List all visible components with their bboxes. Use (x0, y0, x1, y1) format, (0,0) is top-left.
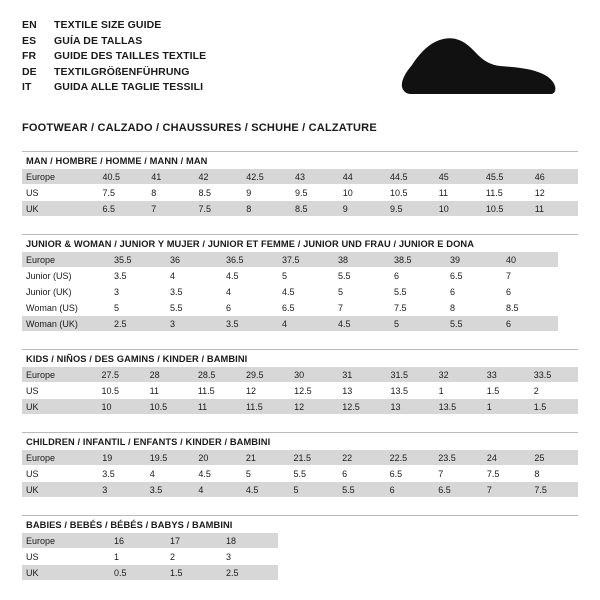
language-guide-title: TEXTILGRÖßENFÜHRUNG (54, 65, 190, 78)
language-code: ES (22, 34, 37, 47)
row-label: UK (22, 399, 98, 415)
size-group-heading: BABIES / BEBÉS / BÉBÉS / BABYS / BAMBINI (22, 515, 578, 533)
language-guide-title: TEXTILE SIZE GUIDE (54, 19, 162, 31)
size-cell: 7 (502, 268, 558, 284)
size-cell: 33 (483, 367, 530, 383)
size-cell: 8.5 (502, 300, 558, 316)
size-cell: 21 (242, 450, 290, 466)
size-table (22, 252, 558, 332)
language-row (22, 65, 206, 81)
table-row (22, 185, 578, 201)
size-cell: 22 (338, 450, 386, 466)
size-cell: 11.5 (194, 383, 242, 399)
size-cell: 5 (390, 316, 446, 332)
size-cell: 7.5 (483, 466, 531, 482)
size-cell: 13 (338, 383, 386, 399)
size-table (22, 367, 578, 415)
size-cell: 16 (110, 533, 166, 549)
size-cell: 1.5 (530, 399, 578, 415)
size-cell: 3.5 (110, 268, 166, 284)
size-cell: 17 (166, 533, 222, 549)
size-cell: 2 (530, 383, 578, 399)
size-cell: 11 (194, 399, 242, 415)
size-group (22, 234, 578, 332)
size-cell: 6 (502, 284, 558, 300)
size-cell: 11.5 (482, 185, 531, 201)
size-cell: 36 (166, 252, 222, 268)
size-cell: 9.5 (291, 185, 339, 201)
size-cell: 1 (110, 549, 166, 565)
size-cell: 4.5 (278, 284, 334, 300)
size-cell: 3 (222, 549, 278, 565)
size-cell: 9.5 (386, 201, 435, 217)
size-cell: 8 (530, 466, 578, 482)
size-cell: 6.5 (434, 482, 483, 498)
size-cell: 6.5 (386, 466, 435, 482)
size-cell: 1 (435, 383, 483, 399)
row-label: Europe (22, 169, 99, 185)
size-group (22, 349, 578, 415)
table-row (22, 482, 578, 498)
size-cell: 1.5 (166, 565, 222, 581)
table-row (22, 466, 578, 482)
row-label: Europe (22, 252, 110, 268)
row-label: Junior (US) (22, 268, 110, 284)
size-cell: 44 (339, 169, 386, 185)
size-cell: 10.5 (146, 399, 194, 415)
size-cell: 6.5 (446, 268, 502, 284)
size-cell: 29.5 (242, 367, 290, 383)
size-cell: 20 (194, 450, 242, 466)
size-cell: 42.5 (242, 169, 291, 185)
size-cell: 40 (502, 252, 558, 268)
language-row (22, 34, 206, 50)
size-cell: 10 (339, 185, 386, 201)
size-cell: 5 (334, 284, 390, 300)
size-cell: 5 (278, 268, 334, 284)
size-cell: 6.5 (99, 201, 148, 217)
table-row (22, 300, 558, 316)
table-row (22, 533, 278, 549)
size-cell: 4 (194, 482, 242, 498)
size-cell: 3.5 (98, 466, 146, 482)
size-cell: 7 (334, 300, 390, 316)
size-cell: 8 (147, 185, 194, 201)
size-cell: 3.5 (222, 316, 278, 332)
size-cell: 43 (291, 169, 339, 185)
size-cell: 30 (290, 367, 338, 383)
dress-shoe-icon (375, 32, 560, 104)
row-label: US (22, 549, 110, 565)
size-cell: 10.5 (482, 201, 531, 217)
row-label: Europe (22, 450, 98, 466)
table-row (22, 565, 278, 581)
table-row (22, 450, 578, 466)
size-group-heading: MAN / HOMBRE / HOMME / MANN / MAN (22, 151, 578, 169)
size-cell: 4 (278, 316, 334, 332)
size-cell: 45 (435, 169, 482, 185)
size-cell: 8.5 (291, 201, 339, 217)
page-title: FOOTWEAR / CALZADO / CHAUSSURES / SCHUHE / CALZATURE (22, 122, 377, 134)
size-group (22, 515, 578, 581)
row-label: UK (22, 565, 110, 581)
language-row (22, 18, 206, 34)
size-cell: 13 (386, 399, 434, 415)
size-cell: 4.5 (222, 268, 278, 284)
table-row (22, 383, 578, 399)
row-label: UK (22, 201, 99, 217)
size-cell: 2.5 (222, 565, 278, 581)
size-cell: 11.5 (242, 399, 290, 415)
size-cell: 8.5 (194, 185, 242, 201)
table-row (22, 549, 278, 565)
size-cell: 10.5 (386, 185, 435, 201)
table-row (22, 284, 558, 300)
size-cell: 10.5 (98, 383, 146, 399)
size-cell: 24 (483, 450, 531, 466)
size-cell: 3 (166, 316, 222, 332)
size-group-heading: KIDS / NIÑOS / DES GAMINS / KINDER / BAMBINI (22, 349, 578, 367)
table-row (22, 169, 578, 185)
size-cell: 36.5 (222, 252, 278, 268)
size-cell: 18 (222, 533, 278, 549)
size-cell: 41 (147, 169, 194, 185)
size-cell: 12 (290, 399, 338, 415)
size-cell: 1 (483, 399, 530, 415)
size-table (22, 533, 278, 581)
size-cell: 44.5 (386, 169, 435, 185)
size-cell: 7 (483, 482, 531, 498)
table-row (22, 252, 558, 268)
size-cell: 3 (110, 284, 166, 300)
size-cell: 7 (147, 201, 194, 217)
size-cell: 11 (435, 185, 482, 201)
table-row (22, 367, 578, 383)
size-group-heading: JUNIOR & WOMAN / JUNIOR Y MUJER / JUNIOR ET FEMME / JUNIOR UND FRAU / JUNIOR E DONA (22, 234, 578, 252)
size-cell: 32 (435, 367, 483, 383)
size-cell: 13.5 (386, 383, 434, 399)
size-cell: 1.5 (483, 383, 530, 399)
size-cell: 6 (446, 284, 502, 300)
size-cell: 3.5 (166, 284, 222, 300)
size-cell: 3 (98, 482, 146, 498)
size-cell: 4.5 (242, 482, 290, 498)
row-label: US (22, 466, 98, 482)
language-code: DE (22, 65, 37, 78)
size-cell: 6 (390, 268, 446, 284)
size-cell: 7.5 (530, 482, 578, 498)
size-groups (22, 151, 578, 581)
size-group (22, 432, 578, 498)
size-cell: 2 (166, 549, 222, 565)
language-guide-title: GUIDA ALLE TAGLIE TESSILI (54, 81, 204, 93)
size-cell: 10 (98, 399, 146, 415)
size-cell: 38 (334, 252, 390, 268)
size-cell: 5.5 (166, 300, 222, 316)
table-row (22, 316, 558, 332)
size-cell: 13.5 (435, 399, 483, 415)
size-cell: 6 (502, 316, 558, 332)
row-label: Junior (UK) (22, 284, 110, 300)
size-cell: 4 (222, 284, 278, 300)
size-cell: 6 (222, 300, 278, 316)
language-guide-title: GUÍA DE TALLAS (54, 34, 143, 47)
size-cell: 33.5 (530, 367, 578, 383)
size-cell: 9 (242, 185, 291, 201)
size-cell: 25 (530, 450, 578, 466)
size-cell: 40.5 (99, 169, 148, 185)
size-cell: 4 (166, 268, 222, 284)
table-row (22, 268, 558, 284)
size-cell: 11 (146, 383, 194, 399)
size-cell: 6.5 (278, 300, 334, 316)
size-group (22, 151, 578, 217)
language-code: IT (22, 81, 32, 93)
page-header (22, 18, 578, 108)
size-cell: 5 (289, 482, 338, 498)
row-label: UK (22, 482, 98, 498)
size-cell: 23.5 (434, 450, 483, 466)
size-cell: 12 (531, 185, 578, 201)
size-table (22, 450, 578, 498)
size-cell: 0.5 (110, 565, 166, 581)
size-cell: 35.5 (110, 252, 166, 268)
row-label: Europe (22, 367, 98, 383)
row-label: Woman (UK) (22, 316, 110, 332)
size-cell: 12 (242, 383, 290, 399)
size-cell: 3.5 (146, 482, 195, 498)
size-cell: 12.5 (338, 399, 386, 415)
language-row (22, 80, 206, 96)
row-label: US (22, 383, 98, 399)
size-cell: 10 (435, 201, 482, 217)
table-row (22, 399, 578, 415)
language-guide-title: GUIDE DES TAILLES TEXTILE (54, 50, 207, 62)
size-cell: 7.5 (194, 201, 242, 217)
size-cell: 5 (242, 466, 290, 482)
size-cell: 4 (146, 466, 195, 482)
row-label: US (22, 185, 99, 201)
size-cell: 31 (338, 367, 386, 383)
size-cell: 46 (531, 169, 578, 185)
language-row (22, 49, 206, 65)
size-cell: 2.5 (110, 316, 166, 332)
size-cell: 28 (146, 367, 194, 383)
size-cell: 28.5 (194, 367, 242, 383)
size-cell: 21.5 (289, 450, 338, 466)
size-cell: 7.5 (390, 300, 446, 316)
language-title-list (22, 18, 206, 96)
table-row (22, 201, 578, 217)
size-cell: 5.5 (289, 466, 338, 482)
size-cell: 7.5 (99, 185, 148, 201)
language-code: FR (22, 50, 37, 62)
size-cell: 8 (446, 300, 502, 316)
row-label: Woman (US) (22, 300, 110, 316)
language-code: EN (22, 19, 37, 31)
size-cell: 4.5 (194, 466, 242, 482)
size-cell: 12.5 (290, 383, 338, 399)
size-cell: 4.5 (334, 316, 390, 332)
size-cell: 6 (338, 466, 386, 482)
size-cell: 5 (110, 300, 166, 316)
size-cell: 37.5 (278, 252, 334, 268)
size-cell: 5.5 (338, 482, 386, 498)
size-cell: 39 (446, 252, 502, 268)
size-cell: 45.5 (482, 169, 531, 185)
size-cell: 22.5 (386, 450, 435, 466)
size-cell: 8 (242, 201, 291, 217)
size-cell: 42 (194, 169, 242, 185)
size-cell: 5.5 (390, 284, 446, 300)
size-cell: 27.5 (98, 367, 146, 383)
size-cell: 7 (434, 466, 483, 482)
size-cell: 5.5 (334, 268, 390, 284)
size-cell: 19 (98, 450, 146, 466)
size-cell: 31.5 (386, 367, 434, 383)
size-cell: 6 (386, 482, 435, 498)
size-cell: 11 (531, 201, 578, 217)
size-group-heading: CHILDREN / INFANTIL / ENFANTS / KINDER / BAMBINI (22, 432, 578, 450)
row-label: Europe (22, 533, 110, 549)
size-cell: 38.5 (390, 252, 446, 268)
size-table (22, 169, 578, 217)
size-cell: 19.5 (146, 450, 195, 466)
size-cell: 5.5 (446, 316, 502, 332)
size-cell: 9 (339, 201, 386, 217)
